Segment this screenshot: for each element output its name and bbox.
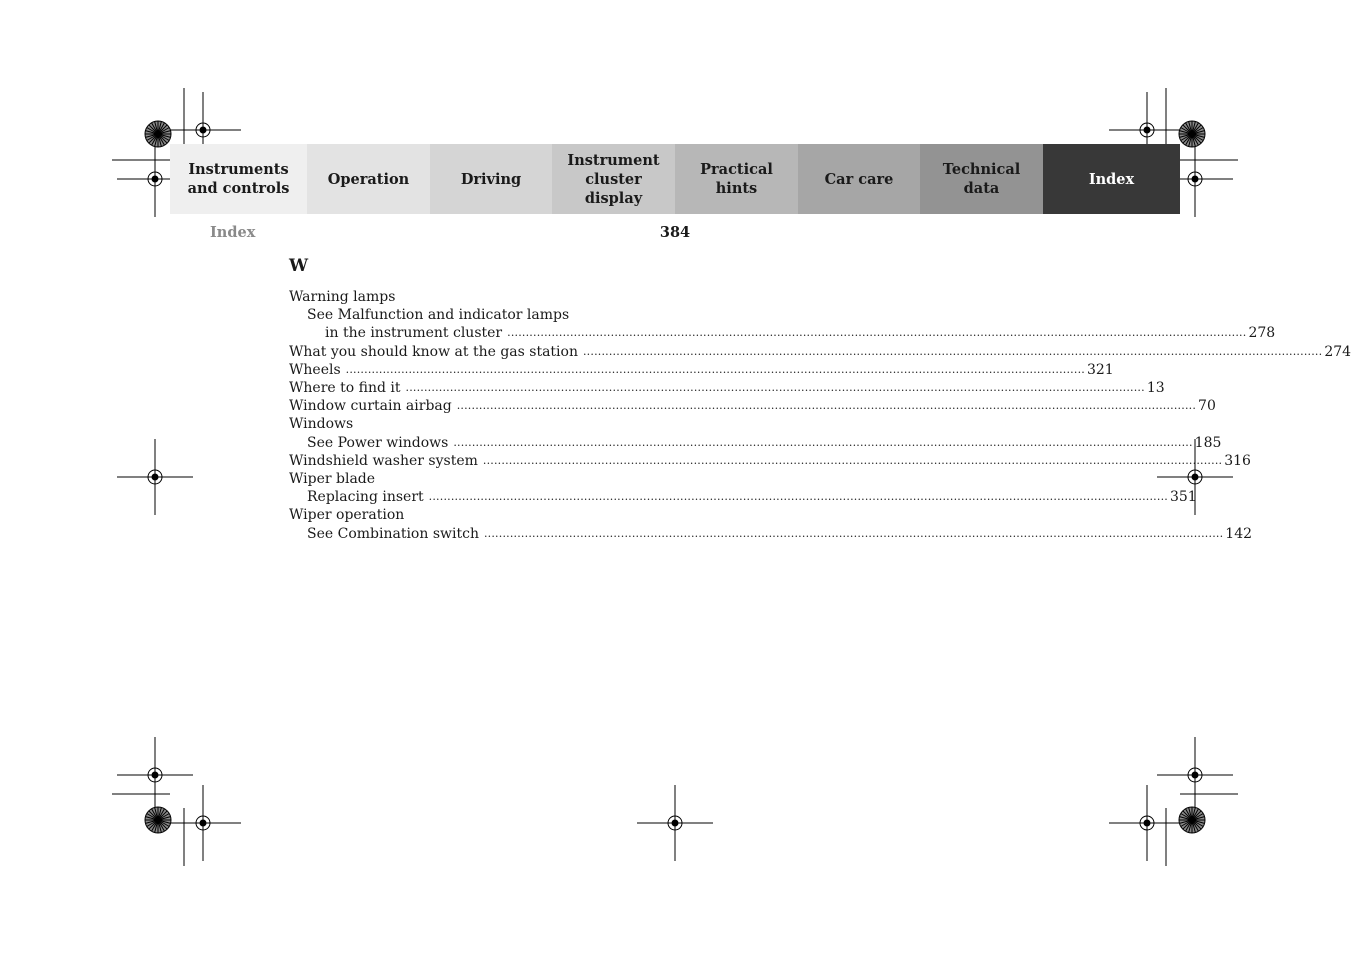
tab-instrument-cluster-display[interactable]: Instrument cluster display (552, 144, 675, 214)
index-entry (289, 488, 1197, 506)
index-entry (289, 415, 652, 433)
index-entry-list (289, 288, 1351, 543)
dot-leader: ........................................................................................................................................................................................................ (483, 526, 1224, 540)
index-entry-page-link[interactable]: 321 (1086, 361, 1114, 378)
index-entry-page-link[interactable]: 142 (1225, 525, 1253, 542)
dot-leader: ........................................................................................................................................................................................................ (582, 344, 1323, 358)
index-letter-heading: W (289, 256, 309, 276)
index-entry-page-link[interactable]: 274 (1324, 343, 1351, 360)
index-entry (289, 324, 1276, 342)
tab-practical-hints[interactable]: Practical hints (675, 144, 798, 214)
index-entry-page-link[interactable]: 185 (1194, 434, 1222, 451)
index-entry-text: See Malfunction and indicator lamps (307, 307, 570, 324)
dot-leader: ........................................................................................................................................................................................................ (507, 326, 1247, 340)
tab-instruments-and-controls[interactable]: Instruments and controls (170, 144, 307, 214)
index-entry (289, 470, 652, 488)
tab-operation[interactable]: Operation (307, 144, 430, 214)
index-entry (289, 288, 652, 306)
index-entry (289, 434, 1222, 452)
index-entry (289, 343, 1351, 361)
index-entry-page-link[interactable]: 278 (1248, 325, 1276, 342)
tab-driving[interactable]: Driving (430, 144, 552, 214)
index-entry-page-link[interactable]: 70 (1198, 398, 1216, 415)
index-entry-text: What you should know at the gas station (289, 343, 578, 360)
tab-car-care[interactable]: Car care (798, 144, 920, 214)
index-entry (289, 452, 1251, 470)
page-number: 384 (659, 224, 691, 241)
section-tab-bar (170, 144, 1180, 214)
dot-leader: ........................................................................................................................................................................................................ (456, 399, 1197, 413)
index-entry-text: Warning lamps (289, 289, 396, 305)
index-entry-text: Windshield washer system (289, 452, 478, 469)
index-entry (289, 379, 1165, 397)
index-entry (289, 306, 652, 324)
dot-leader: ........................................................................................................................................................................................................ (453, 435, 1193, 449)
index-entry-text: Window curtain airbag (289, 398, 452, 415)
index-entry-page-link[interactable]: 316 (1224, 452, 1251, 469)
index-entry-text: See Combination switch (307, 525, 479, 542)
tab-index[interactable]: Index (1043, 144, 1180, 214)
dot-leader: ........................................................................................................................................................................................................ (482, 453, 1223, 467)
index-entry-text: Wiper operation (289, 507, 405, 524)
index-entry-page-link[interactable]: 13 (1146, 380, 1165, 397)
index-entry-page-link[interactable]: 351 (1169, 489, 1197, 506)
index-entry-text: Windows (289, 416, 354, 433)
index-entry-text: Where to find it (289, 380, 401, 397)
index-entry (289, 397, 1216, 415)
index-entry-text: Wiper blade (289, 471, 376, 488)
index-entry-text: See Power windows (307, 434, 449, 451)
running-header-section: Index (210, 224, 256, 241)
index-entry-text: in the instrument cluster (325, 325, 503, 342)
dot-leader: ........................................................................................................................................................................................................ (345, 362, 1085, 376)
index-entry (289, 361, 1114, 379)
dot-leader: ........................................................................................................................................................................................................ (428, 490, 1168, 504)
dot-leader: ........................................................................................................................................................................................................ (405, 381, 1145, 395)
index-entry-text: Replacing insert (307, 489, 424, 506)
index-entry (289, 525, 1253, 543)
tab-technical-data[interactable]: Technical data (920, 144, 1043, 214)
index-entry (289, 506, 652, 524)
index-entry-text: Wheels (289, 361, 341, 378)
